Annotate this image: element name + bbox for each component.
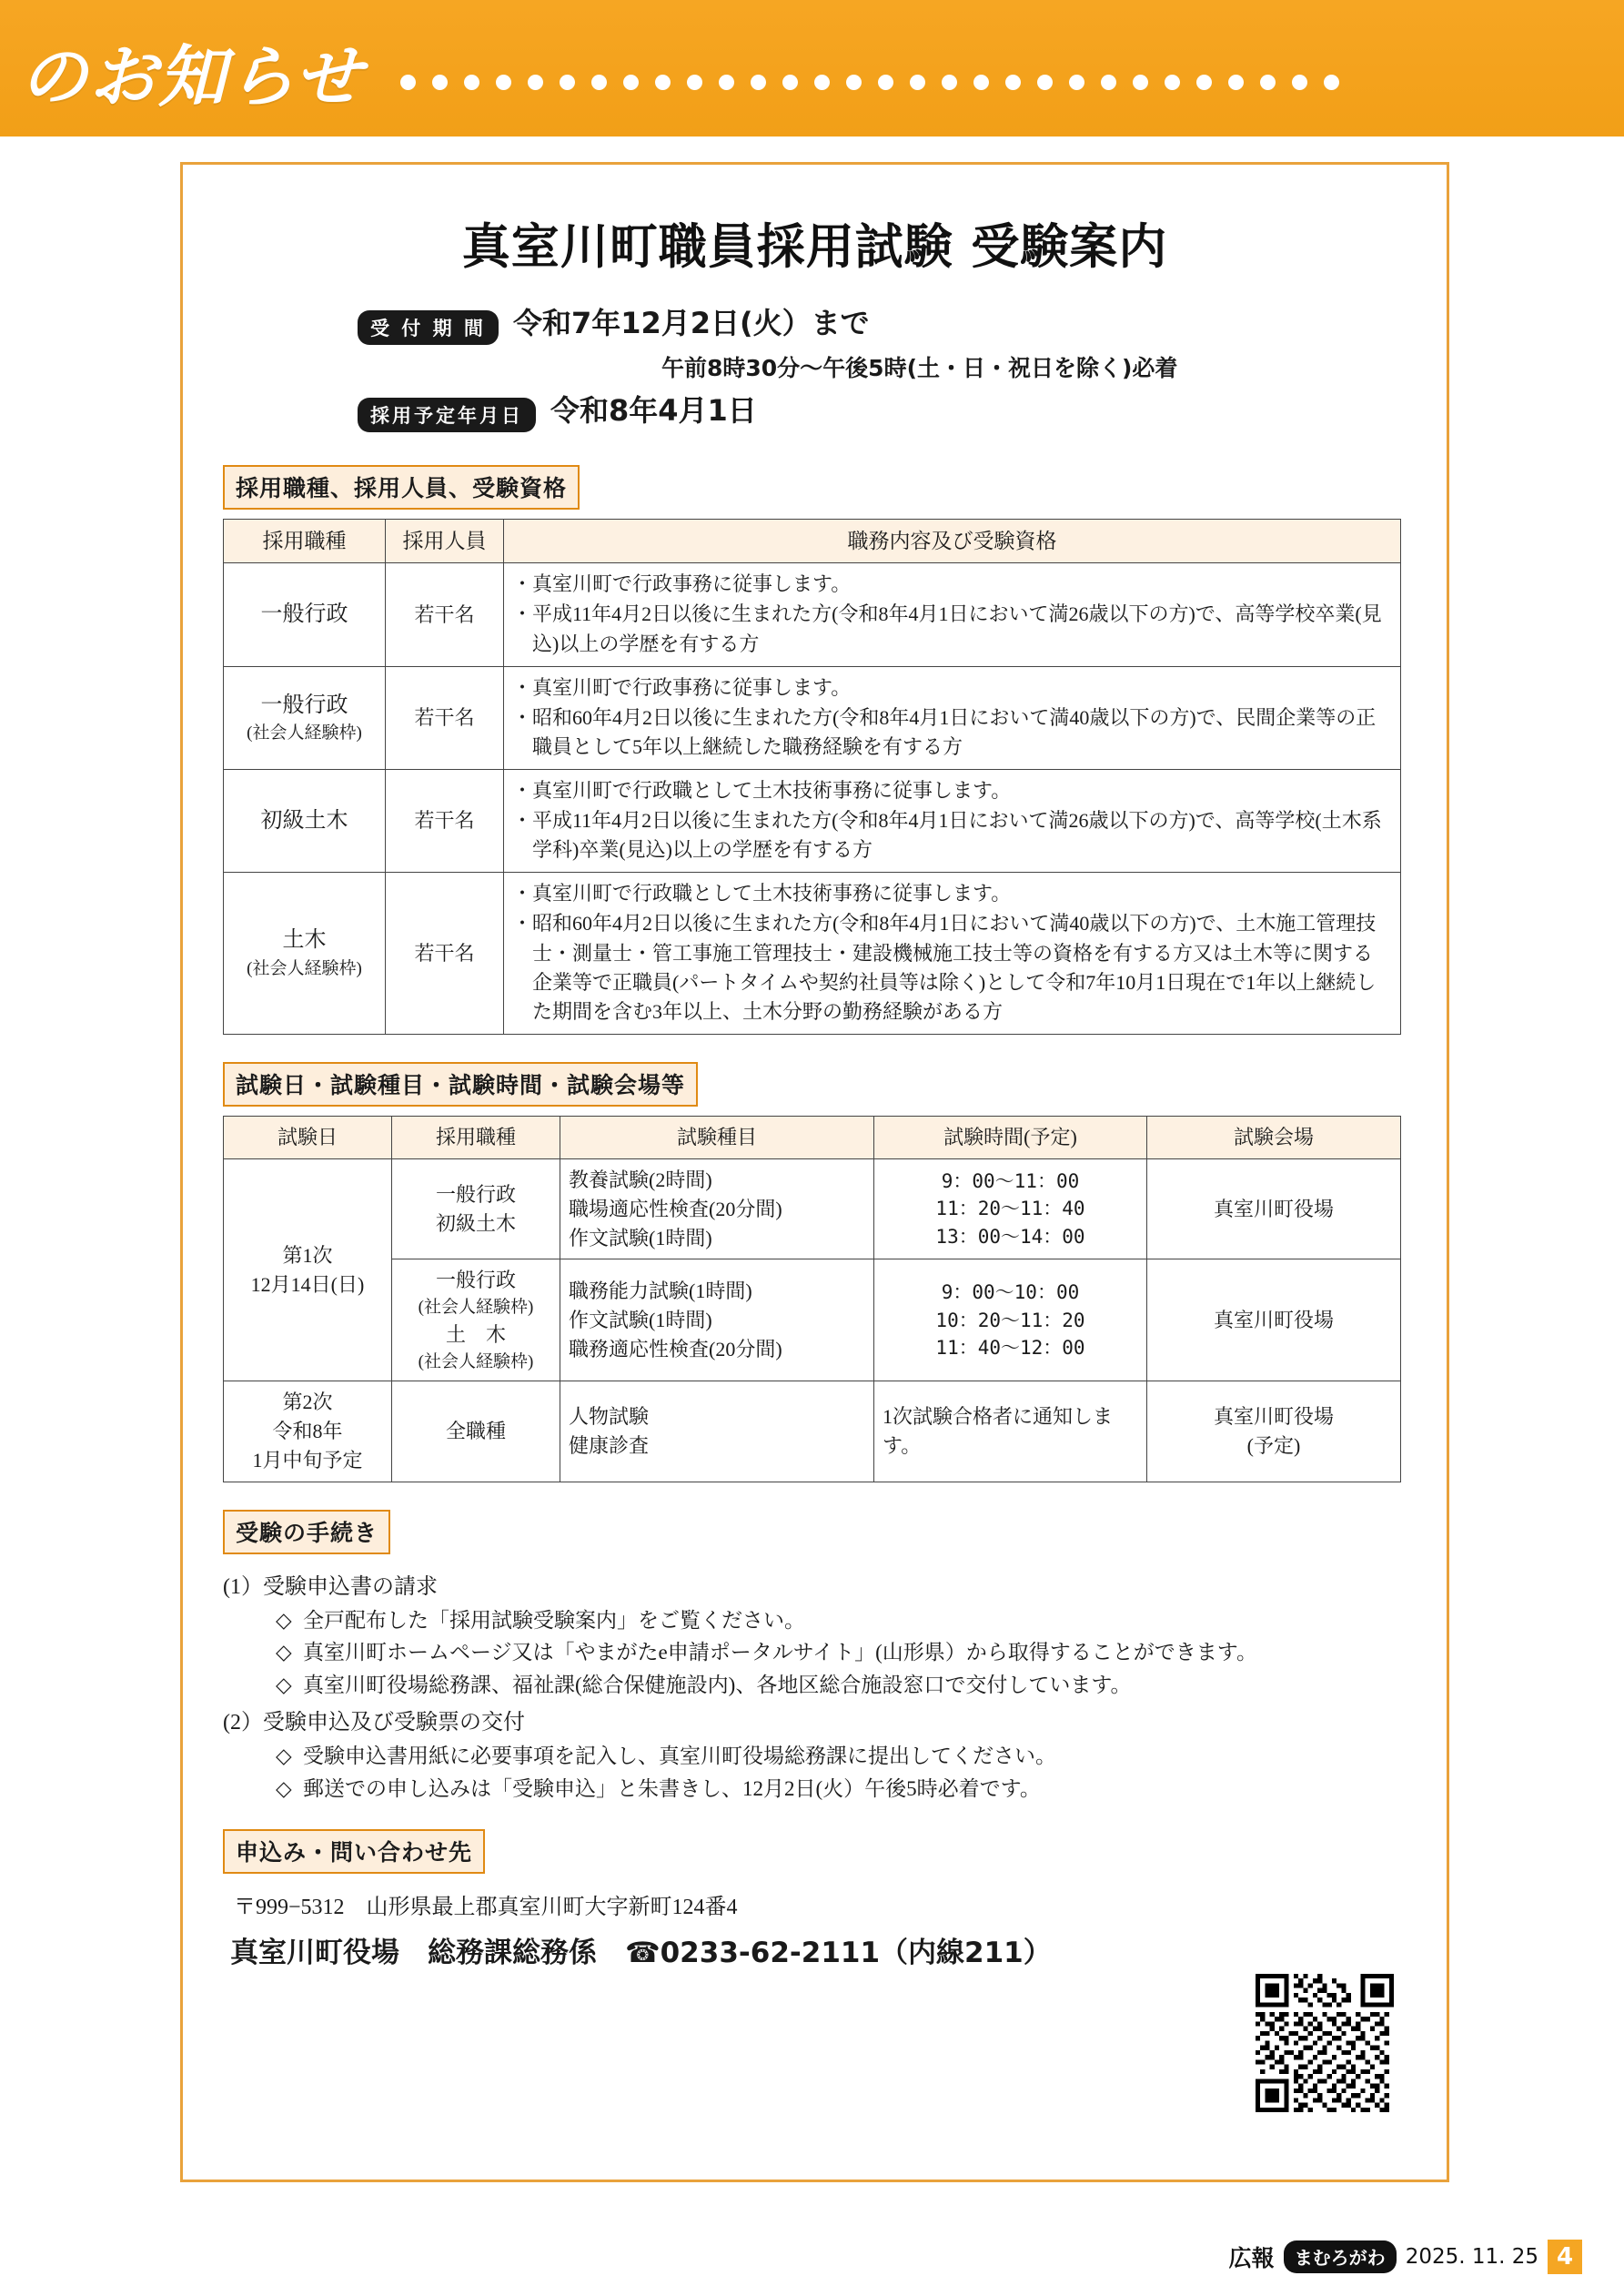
table-header-row — [224, 520, 1401, 563]
table-row — [224, 770, 1401, 873]
cell-exam-time: 1次試験合格者に通知します。 — [874, 1381, 1147, 1482]
procedure-item-label: (2）受験申込及び受験票の交付 — [223, 1711, 525, 1735]
exam-job-sub: (社会人経験枠) — [418, 1351, 534, 1371]
page-header-band — [0, 0, 1624, 137]
header-dot-decoration — [400, 64, 1583, 100]
col-duties: 職務内容及び受験資格 — [504, 520, 1401, 563]
exam-date-sub: 1月中旬予定 — [252, 1449, 363, 1472]
exam-date-main: 第2次 — [282, 1391, 333, 1414]
cell-headcount: 若干名 — [386, 873, 504, 1035]
cell-exam-job: 全職種 — [392, 1381, 560, 1482]
exam-job: 土 木 — [445, 1322, 506, 1346]
exam-subject: 人物試験 — [569, 1405, 650, 1429]
table-row — [224, 563, 1401, 666]
hire-date-row — [358, 392, 1407, 432]
cell-headcount: 若干名 — [386, 666, 504, 769]
job-name: 初級土木 — [260, 808, 348, 833]
duty-line: ・ 真室川町で行政事務に従事します。 — [512, 570, 1392, 599]
cell-duties — [504, 770, 1401, 873]
exam-date-sub: 令和8年 — [272, 1420, 343, 1443]
table-row — [224, 1259, 1401, 1381]
duty-line: ・ 昭和60年4月2日以後に生まれた方(令和8年4月1日において満40歳以下の方)で、土木施工管理技士・測量士・管工事施工管理技士・建設機械施工技士等の資格を有する方又は土木等に関する企業等で正職員(パートタイムや契約社員等は除く)として令和7年10月1日現在で1年以上継続した期間を含む3年以上、土木分野の勤務経験がある方 — [512, 909, 1392, 1026]
cell-duties — [504, 873, 1401, 1035]
qr-code-image — [1256, 1974, 1394, 2112]
col-exam-subject: 試験種目 — [560, 1116, 874, 1158]
procedure-sub-item: ◇ 真室川町ホームページ又は「やまがたe申請ポータルサイト」(山形県）から取得することができます。 — [276, 1637, 1407, 1669]
cell-exam-date — [224, 1381, 392, 1482]
cell-exam-job — [392, 1158, 560, 1259]
cell-exam-venue — [1147, 1381, 1401, 1482]
cell-job-type — [224, 563, 386, 666]
exam-time: 11：40〜12：00 — [935, 1337, 1085, 1360]
exam-time: 10：20〜11：20 — [935, 1309, 1085, 1331]
cell-exam-job — [392, 1259, 560, 1381]
section-heading-exam: 試験日・試験種目・試験時間・試験会場等 — [223, 1062, 698, 1107]
col-headcount: 採用人員 — [386, 520, 504, 563]
cell-exam-venue: 真室川町役場 — [1147, 1259, 1401, 1381]
cell-exam-time — [874, 1158, 1147, 1259]
procedure-item-label: (1）受験申込書の請求 — [223, 1574, 438, 1599]
exam-subject: 職務適応性検査(20分間) — [569, 1337, 782, 1360]
contact-address: 〒999−5312 山形県最上郡真室川町大字新町124番4 — [234, 1896, 738, 1920]
duty-line: ・ 平成11年4月2日以後に生まれた方(令和8年4月1日において満26歳以下の方)で、高等学校(土木系学科)卒業(見込)以上の学歴を有する方 — [512, 806, 1392, 865]
exam-job: 初級土木 — [435, 1211, 516, 1235]
footer-date: 2025. 11. 25 — [1405, 2245, 1538, 2269]
exam-job: 一般行政 — [435, 1269, 516, 1292]
duty-line: ・ 平成11年4月2日以後に生まれた方(令和8年4月1日において満26歳以下の方)で、高等学校卒業(見込)以上の学歴を有する方 — [512, 600, 1392, 658]
table-row — [224, 1158, 1401, 1259]
cell-job-type — [224, 666, 386, 769]
hire-date-value: 令和8年4月1日 — [550, 393, 757, 428]
footer-logo: まむろがわ — [1284, 2240, 1397, 2273]
cell-exam-subject — [560, 1381, 874, 1482]
cell-duties — [504, 563, 1401, 666]
exam-time: 11：20〜11：40 — [935, 1198, 1085, 1220]
exam-job: 一般行政 — [435, 1182, 516, 1206]
footer-koho-label: 広報 — [1228, 2245, 1275, 2271]
exam-table — [223, 1116, 1401, 1482]
reception-block — [223, 305, 1407, 432]
contact-block — [223, 1888, 1407, 1970]
contact-office: 真室川町役場 総務課総務係 ☎0233-62-2111（内線211） — [230, 1937, 1052, 1970]
exam-subject: 作文試験(1時間) — [569, 1226, 712, 1249]
col-exam-venue: 試験会場 — [1147, 1116, 1401, 1158]
hire-date-label: 採用予定年月日 — [358, 398, 536, 432]
cell-exam-time — [874, 1259, 1147, 1381]
duty-line: ・ 真室川町で行政職として土木技術事務に従事します。 — [512, 879, 1392, 908]
table-row — [224, 873, 1401, 1035]
header-title: のお知らせ — [20, 38, 364, 116]
section-heading-jobs: 採用職種、採用人員、受験資格 — [223, 465, 580, 510]
section-heading-contact: 申込み・問い合わせ先 — [223, 1829, 485, 1874]
col-exam-job: 採用職種 — [392, 1116, 560, 1158]
exam-job-sub: (社会人経験枠) — [418, 1298, 534, 1318]
page-title: 真室川町職員採用試験 受験案内 — [461, 219, 1168, 275]
notice-card — [180, 162, 1449, 2182]
job-name: 土木 — [282, 928, 327, 953]
job-name: 一般行政 — [260, 602, 348, 627]
exam-subject: 健康診査 — [569, 1434, 650, 1458]
jobs-table — [223, 519, 1401, 1035]
reception-period-label: 受 付 期 間 — [358, 310, 499, 345]
procedure-sub-item: ◇ 受験申込書用紙に必要事項を記入し、真室川町役場総務課に提出してください。 — [276, 1741, 1407, 1773]
table-row — [224, 1381, 1401, 1482]
table-header-row — [224, 1116, 1401, 1158]
cell-exam-date — [224, 1158, 392, 1381]
venue-note: (予定) — [1246, 1434, 1301, 1458]
reception-period-note: 午前8時30分〜午後5時(土・日・祝日を除く)必着 — [661, 355, 1178, 381]
cell-exam-subject — [560, 1158, 874, 1259]
exam-subject: 職場適応性検査(20分間) — [569, 1197, 782, 1220]
col-job-type: 採用職種 — [224, 520, 386, 563]
exam-subject: 教養試験(2時間) — [569, 1168, 712, 1191]
procedure-block — [223, 1571, 1407, 1805]
cell-job-type — [224, 770, 386, 873]
exam-time: 13：00〜14：00 — [935, 1225, 1085, 1248]
exam-time: 9：00〜10：00 — [941, 1281, 1080, 1304]
exam-time: 9：00〜11：00 — [941, 1169, 1080, 1192]
duty-line: ・ 真室川町で行政職として土木技術事務に従事します。 — [512, 776, 1392, 805]
job-name-sub: (社会人経験枠) — [247, 723, 362, 743]
exam-subject: 職務能力試験(1時間) — [569, 1279, 752, 1303]
cell-exam-venue: 真室川町役場 — [1147, 1158, 1401, 1259]
col-exam-time: 試験時間(予定) — [874, 1116, 1147, 1158]
job-name-sub: (社会人経験枠) — [247, 959, 362, 979]
col-exam-date: 試験日 — [224, 1116, 392, 1158]
exam-date-main: 第1次 — [282, 1243, 333, 1267]
venue-name: 真室川町役場 — [1213, 1405, 1334, 1429]
table-row — [224, 666, 1401, 769]
procedure-sub-item: ◇ 真室川町役場総務課、福祉課(総合保健施設内)、各地区総合施設窓口で交付しています。 — [276, 1670, 1407, 1702]
footer-page-number: 4 — [1548, 2240, 1582, 2274]
exam-subject: 作文試験(1時間) — [569, 1308, 712, 1331]
job-name: 一般行政 — [260, 693, 348, 717]
reception-period-value: 令和7年12月2日(火）まで — [512, 306, 870, 340]
duty-line: ・ 昭和60年4月2日以後に生まれた方(令和8年4月1日において満40歳以下の方)で、民間企業等の正職員として5年以上継続した職務経験を有する方 — [512, 703, 1392, 762]
cell-headcount: 若干名 — [386, 563, 504, 666]
cell-duties — [504, 666, 1401, 769]
exam-date-sub: 12月14日(日) — [250, 1272, 365, 1296]
cell-exam-subject — [560, 1259, 874, 1381]
procedure-sub-item: ◇ 郵送での申し込みは「受験申込」と朱書きし、12月2日(火）午後5時必着です。 — [276, 1774, 1407, 1805]
procedure-sub-item: ◇ 全戸配布した「採用試験受験案内」をご覧ください。 — [276, 1605, 1407, 1637]
cell-headcount: 若干名 — [386, 770, 504, 873]
cell-job-type — [224, 873, 386, 1035]
duty-line: ・ 真室川町で行政事務に従事します。 — [512, 673, 1392, 703]
page-footer — [1229, 2240, 1582, 2274]
reception-period-row — [358, 305, 1407, 345]
section-heading-procedure: 受験の手続き — [223, 1510, 390, 1554]
